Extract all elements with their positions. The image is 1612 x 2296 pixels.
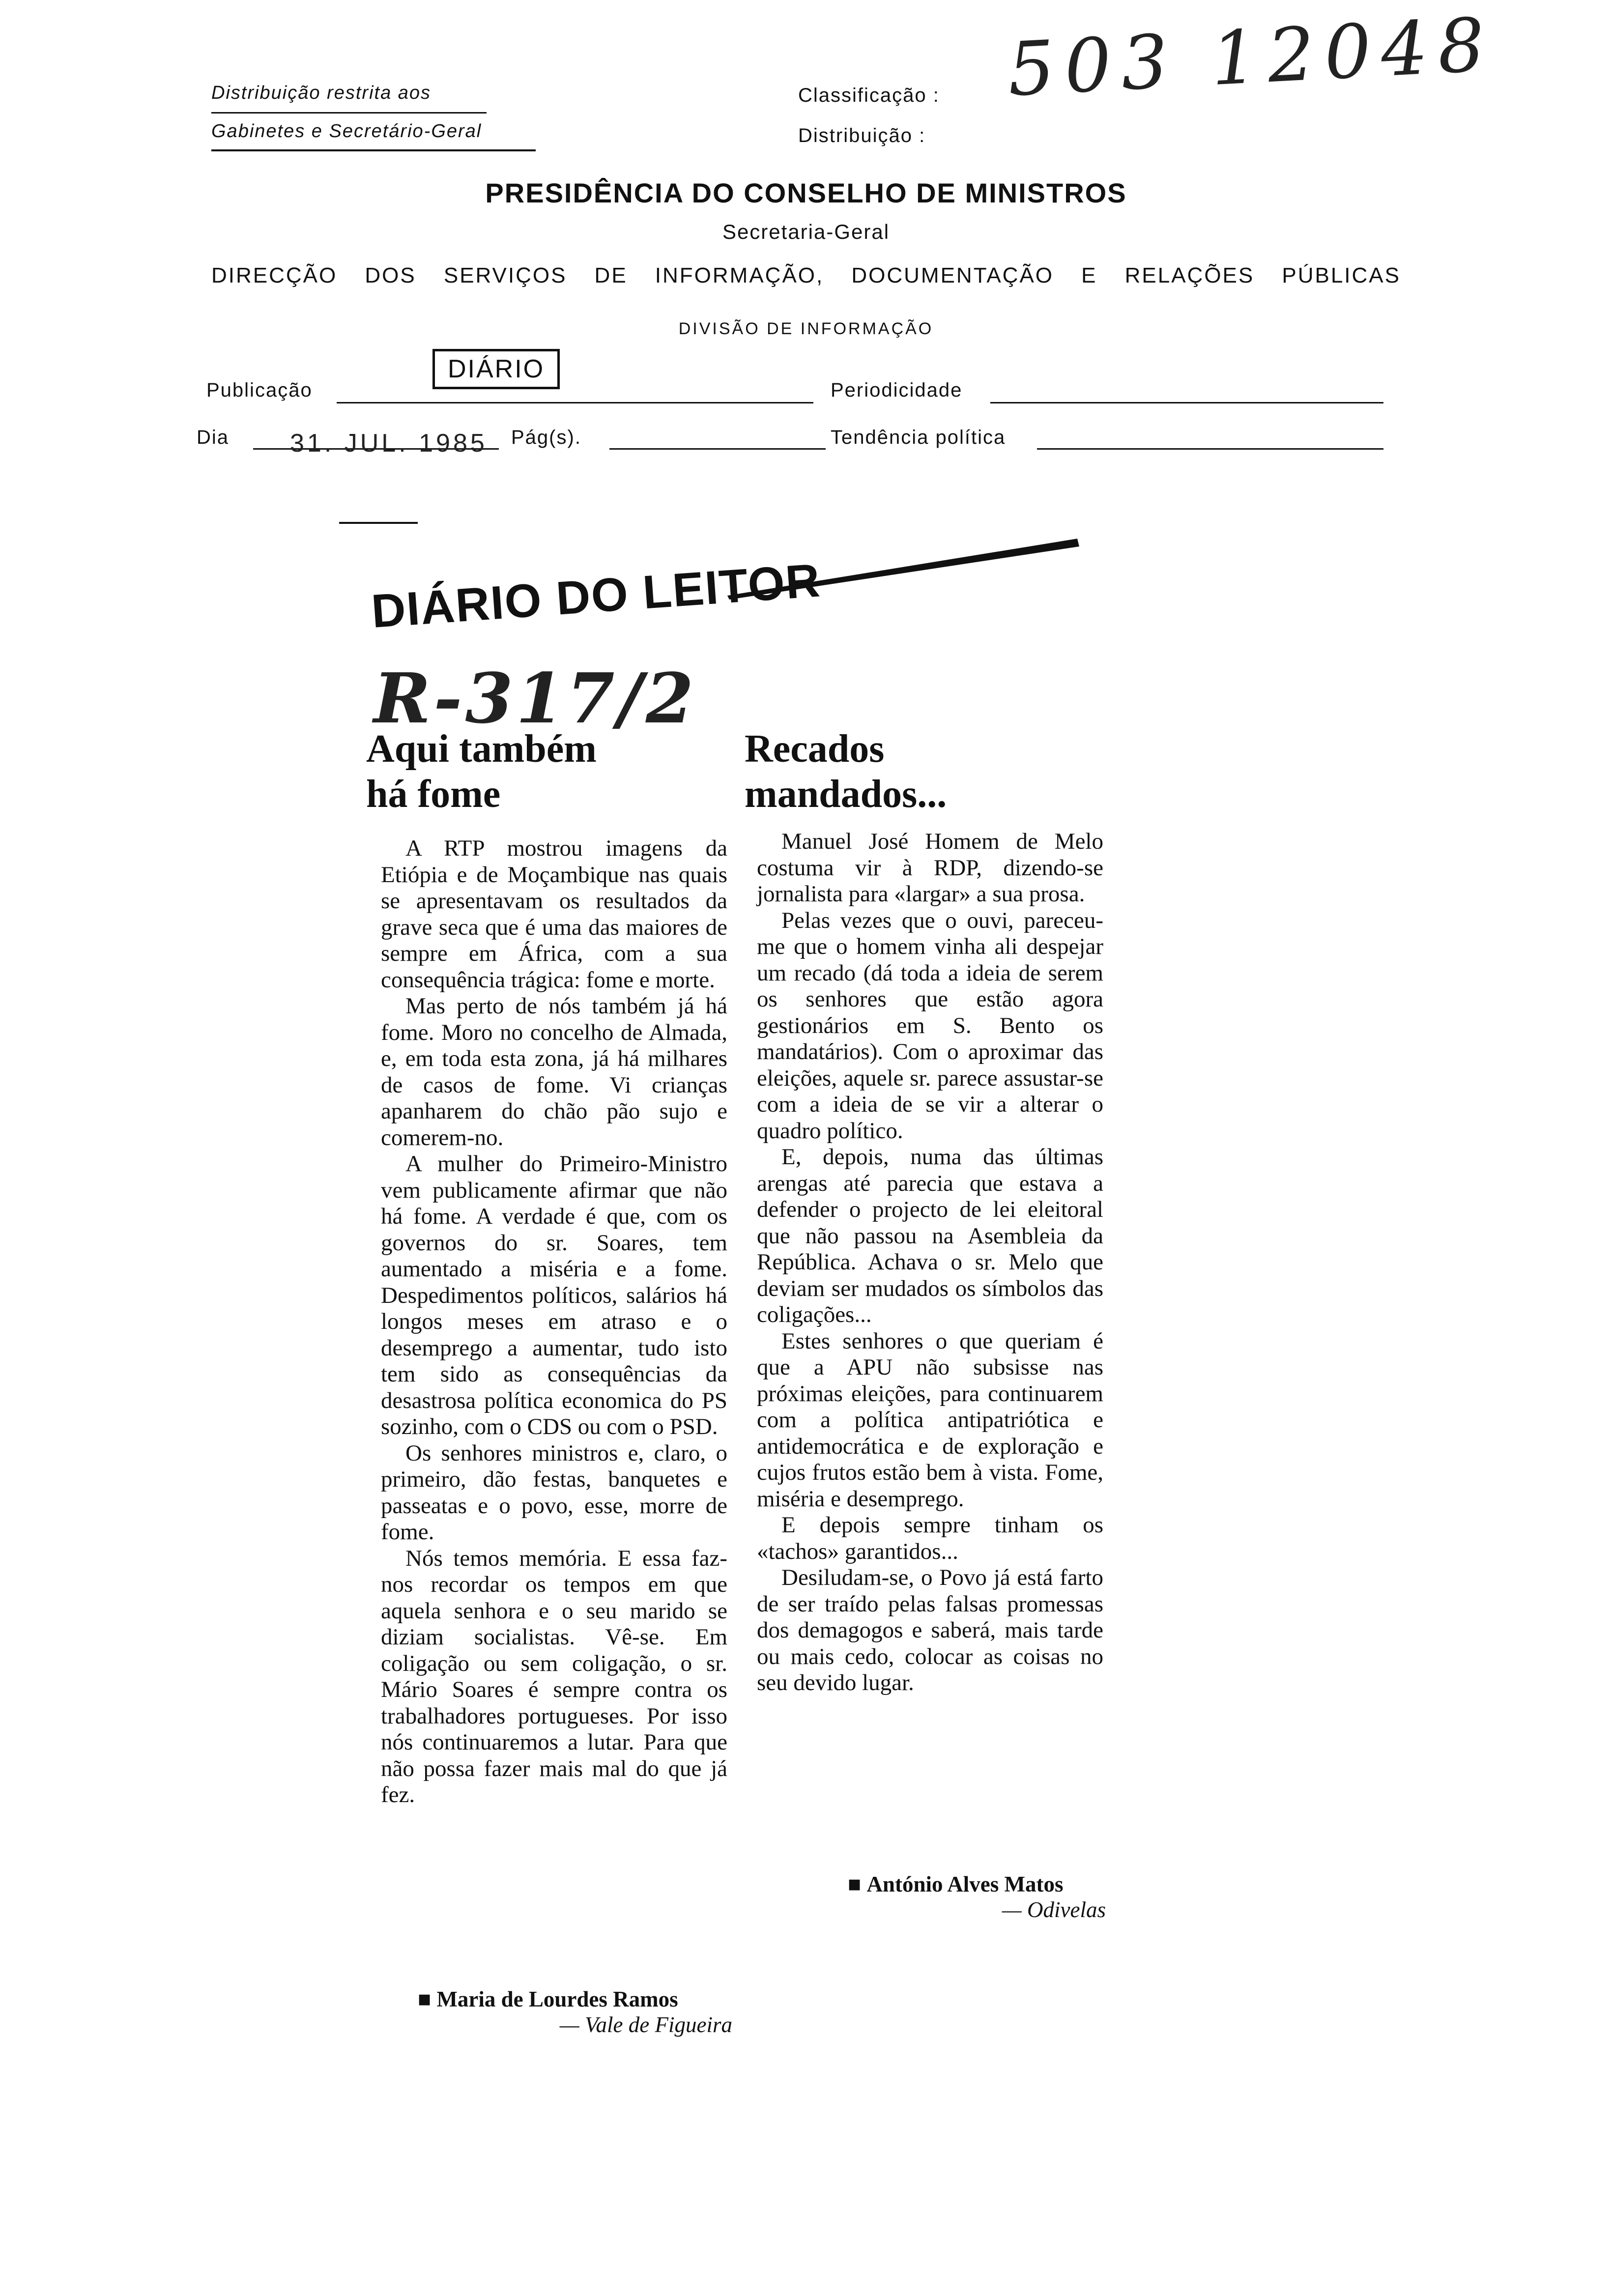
periodicidade-label: Periodicidade: [831, 379, 963, 401]
article-2-paragraph: E depois sempre tinham os «tachos» garantidos...: [757, 1512, 1103, 1564]
article-1-author: Maria de Lourdes Ramos: [436, 1987, 678, 2011]
article-2-paragraph: Desiludam-se, o Povo já está farto de ser traído pelas falsas promessas dos demagogos e saberá, mais tarde ou mais cedo, colocar as coisas no seu devido lugar.: [757, 1565, 1103, 1695]
divider: [211, 112, 487, 114]
article-2-paragraph: E, depois, numa das últimas arengas até parecia que estava a defender o projecto de lei eleitoral que não passou na Asembleia da República. Achava o sr. Melo que deviam ser mudados os símbolos das coligações...: [757, 1144, 1103, 1327]
article-1-paragraph: Mas perto de nós também já há fome. Moro no concelho de Almada, e, em toda esta zona, já há milhares de casos de fome. Vi crianças apanharem do chão pão sujo e comerem-no.: [381, 993, 727, 1150]
article-1-title: [366, 726, 597, 817]
handwritten-reference: R-317/2: [374, 659, 697, 739]
dia-label: Dia: [197, 427, 230, 448]
article-1-title-line-2: há fome: [366, 773, 501, 816]
article-1-paragraph: Os senhores ministros e, claro, o primeiro, dão festas, banquetes e passeatas e o povo, esse, morre de fome.: [381, 1440, 727, 1545]
org-title: PRESIDÊNCIA DO CONSELHO DE MINISTROS: [485, 177, 1127, 208]
article-1-paragraph: A RTP mostrou imagens da Etiópia e de Moçambique nas quais se apresentavam os resultados da grave seca que é uma das maiores de sempre em África, com a sua consequência trágica: fome e morte.: [381, 835, 727, 993]
divisao-label: DIVISÃO DE INFORMAÇÃO: [678, 319, 934, 338]
bullet-icon: ■: [418, 1987, 437, 2011]
banner-title: DIÁRIO DO LEITOR: [370, 554, 823, 638]
article-2-body: [757, 829, 1103, 1696]
article-1-signature: [418, 1986, 732, 2038]
tendencia-label: Tendência política: [831, 427, 1006, 448]
handwritten-archive-note: 503 12048: [1006, 2, 1497, 113]
distribution-line-2: Gabinetes e Secretário-Geral: [211, 121, 482, 142]
article-1-paragraph: A mulher do Primeiro-Ministro vem publicamente afirmar que não há fome. A verdade é que, com os governos do sr. Soares, tem aumentado a miséria e a fome. Despedimentos políticos, salários há longos meses em atraso e o desemprego a aumentar, tudo isto tem sido as consequências da desastrosa política economica do PS sozinho, com o CDS ou com o PSD.: [381, 1151, 727, 1439]
clipping-top-mark: [339, 522, 418, 524]
secretaria-label: Secretaria-Geral: [722, 220, 890, 243]
tendencia-line: [1037, 448, 1383, 450]
article-1-author-line: [418, 1986, 732, 2012]
article-2-paragraph: Estes senhores o que queriam é que a APU não subsisse nas próximas eleições, para continuarem com a política antipatriótica e antidemocrática e de exploração e cujos frutos estão bem à vista. Fome, miséria e desemprego.: [757, 1328, 1103, 1512]
article-2-paragraph: Pelas vezes que o ouvi, pareceu-me que o homem vinha ali despejar um recado (dá toda a ideia de serem os senhores que estão agora gestionários em S. Bento os mandatários). Com o aproximar das eleições, aquele sr. parece assustar-se com a ideia de se vir a alterar o quadro político.: [757, 907, 1103, 1144]
article-2-author: António Alves Matos: [866, 1872, 1064, 1896]
dia-stamp: 31. JUL. 1985: [290, 429, 488, 458]
article-2-paragraph: Manuel José Homem de Melo costuma vir à RDP, dizendo-se jornalista para «largar» a sua prosa.: [757, 829, 1103, 907]
article-2-title-line-2: mandados...: [745, 773, 947, 816]
direccao-label: DIRECÇÃO DOS SERVIÇOS DE INFORMAÇÃO, DOCUMENTAÇÃO E RELAÇÕES PÚBLICAS: [211, 263, 1401, 287]
pags-line: [609, 448, 826, 450]
periodicidade-line: [990, 402, 1383, 403]
distribution-line-1: Distribuição restrita aos: [211, 83, 432, 103]
pags-label: Pág(s).: [511, 427, 581, 448]
publicacao-line: [337, 402, 813, 403]
article-2-title: [745, 726, 947, 817]
classificacao-label: Classificação :: [798, 85, 940, 106]
article-1-title-line-1: Aqui também: [366, 727, 597, 771]
publicacao-label: Publicação: [206, 379, 313, 401]
divider: [211, 149, 536, 151]
bullet-icon: ■: [848, 1872, 867, 1896]
article-1-place: — Vale de Figueira: [559, 2012, 732, 2037]
article-2-author-line: [848, 1871, 1106, 1897]
article-1-paragraph: Nós temos memória. E essa faz-nos recordar os tempos em que aquela senhora e o seu marido se diziam socialistas. Vê-se. Em coligação ou sem coligação, o sr. Mário Soares é sempre contra os trabalhadores portugueses. Por isso nós continuaremos a lutar. Para que não possa fazer mais mal do que já fez.: [381, 1545, 727, 1808]
publicacao-stamp: DIÁRIO: [432, 349, 560, 389]
article-1-body: [381, 835, 727, 1808]
article-2-place: — Odivelas: [1002, 1897, 1106, 1922]
distribuicao-label: Distribuição :: [798, 125, 926, 146]
article-2-signature: [848, 1871, 1106, 1923]
article-2-title-line-1: Recados: [745, 727, 885, 771]
